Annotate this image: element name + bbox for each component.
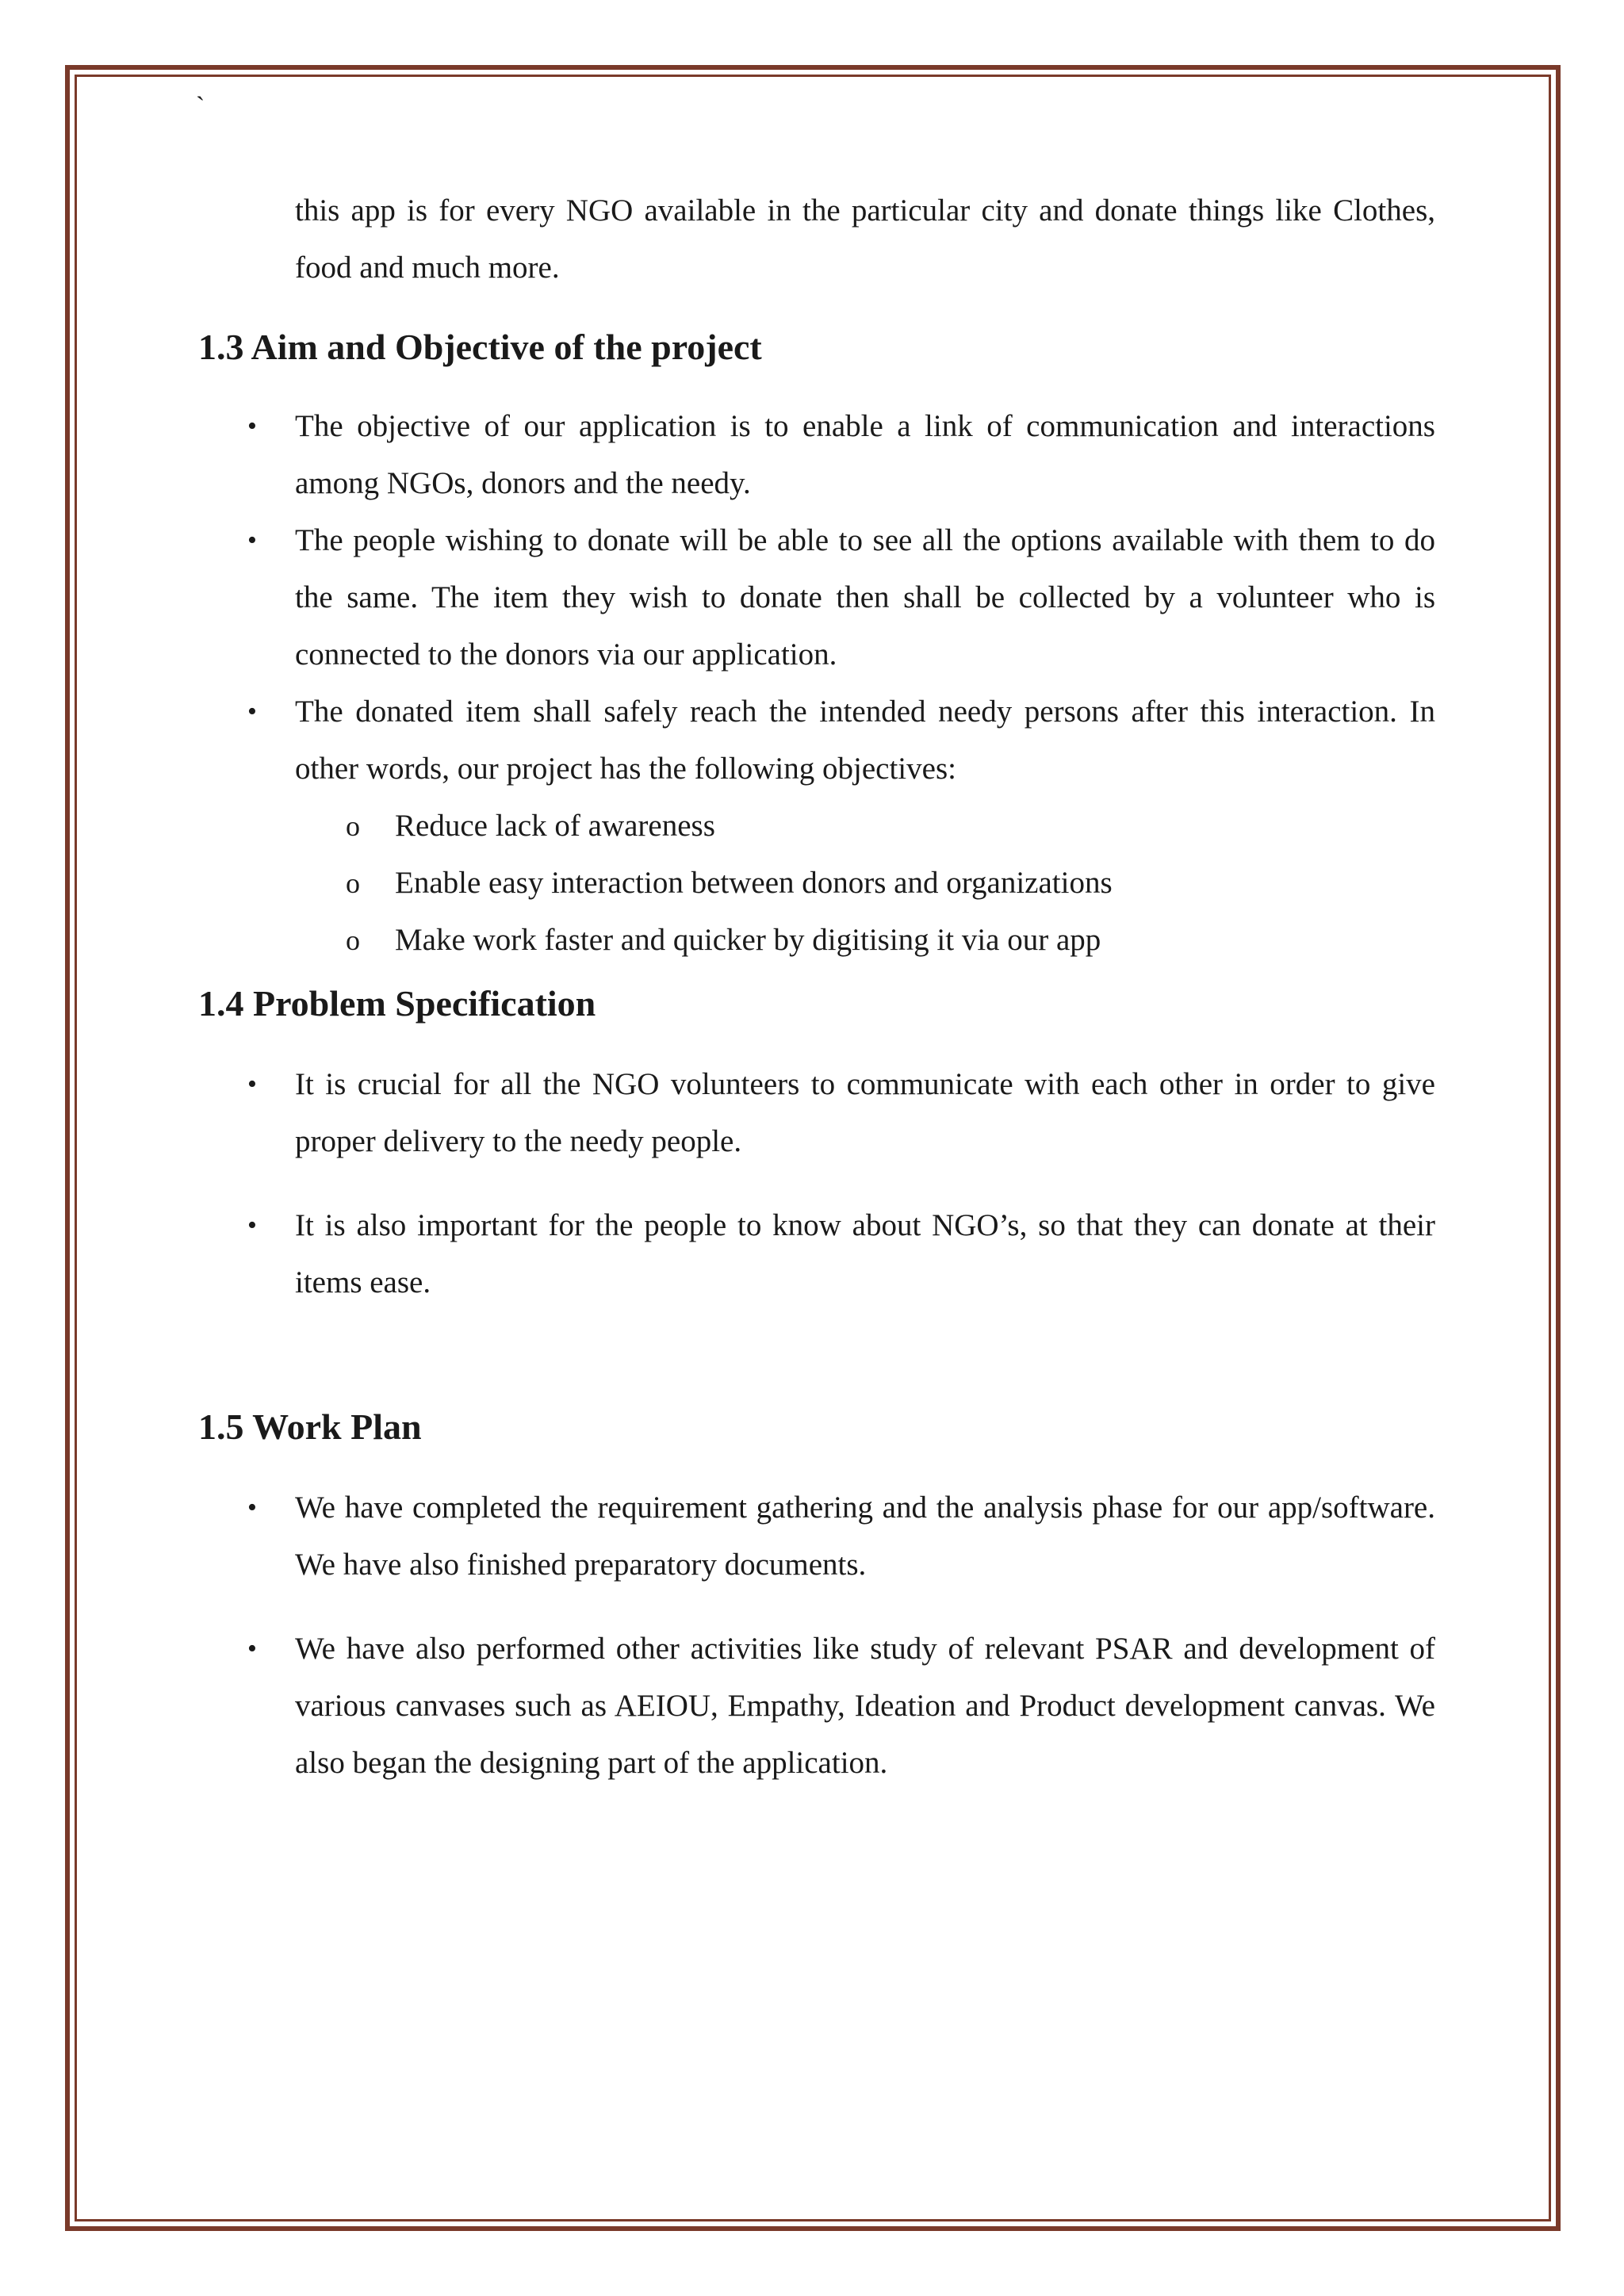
list-item [198,683,1435,798]
list-item-text: We have completed the requirement gathering and the analysis phase for our app/software. We have also finished preparatory documents. [295,1490,1435,1582]
heading-work-plan: 1.5 Work Plan [198,1406,422,1447]
sub-list-item-text: Make work faster and quicker by digitising it via our app [395,923,1101,957]
bullet-marker: • [247,1070,257,1099]
sub-list-item [198,912,1435,969]
sub-bullet-marker: o [346,810,360,842]
list-item [198,398,1435,512]
bullet-marker: • [247,697,257,726]
bullet-marker: • [247,526,257,555]
workplan-bullet-list [198,1479,1435,1792]
aim-bullet-list [198,398,1435,798]
bullet-marker: • [247,1493,257,1522]
intro-paragraph: this app is for every NGO available in the particular city and donate things like Clothes, food and much more. [295,193,1435,285]
sub-bullet-marker: o [346,924,360,956]
list-item-text: The objective of our application is to enable a link of communication and interactions among NGOs, donors and the needy. [295,409,1435,500]
problem-bullet-list [198,1056,1435,1311]
sub-list-item-text: Reduce lack of awareness [395,809,715,843]
list-item [198,1056,1435,1170]
list-item [198,1621,1435,1792]
list-item [198,1197,1435,1311]
list-item [198,1479,1435,1594]
sub-bullet-marker: o [346,867,360,899]
document-body [198,182,1435,1792]
list-item-text: The donated item shall safely reach the intended needy persons after this interaction. In other words, our project has the following objectives: [295,695,1435,786]
bullet-marker: • [247,411,257,441]
list-item-text: The people wishing to donate will be able to see all the options available with them to do the same. The item they wish to donate then shall be collected by a volunteer who is connected to the donors via our application. [295,523,1435,672]
stray-mark: ` [196,92,205,121]
list-item-text: It is also important for the people to know about NGO’s, so that they can donate at their items ease. [295,1208,1435,1299]
objectives-sub-list [198,798,1435,969]
bullet-marker: • [247,1634,257,1663]
sub-list-item [198,855,1435,912]
bullet-marker: • [247,1211,257,1240]
list-item-text: It is crucial for all the NGO volunteers to communicate with each other in order to give proper delivery to the needy people. [295,1067,1435,1158]
heading-problem-specification: 1.4 Problem Specification [198,983,596,1024]
sub-list-item-text: Enable easy interaction between donors and organizations [395,866,1113,900]
heading-aim-objective: 1.3 Aim and Objective of the project [198,327,762,367]
sub-list-item [198,798,1435,855]
list-item [198,512,1435,683]
list-item-text: We have also performed other activities like study of relevant PSAR and development of various canvases such as AEIOU, Empathy, Ideation and Product development canvas. We also began the designing part of the application. [295,1632,1435,1780]
